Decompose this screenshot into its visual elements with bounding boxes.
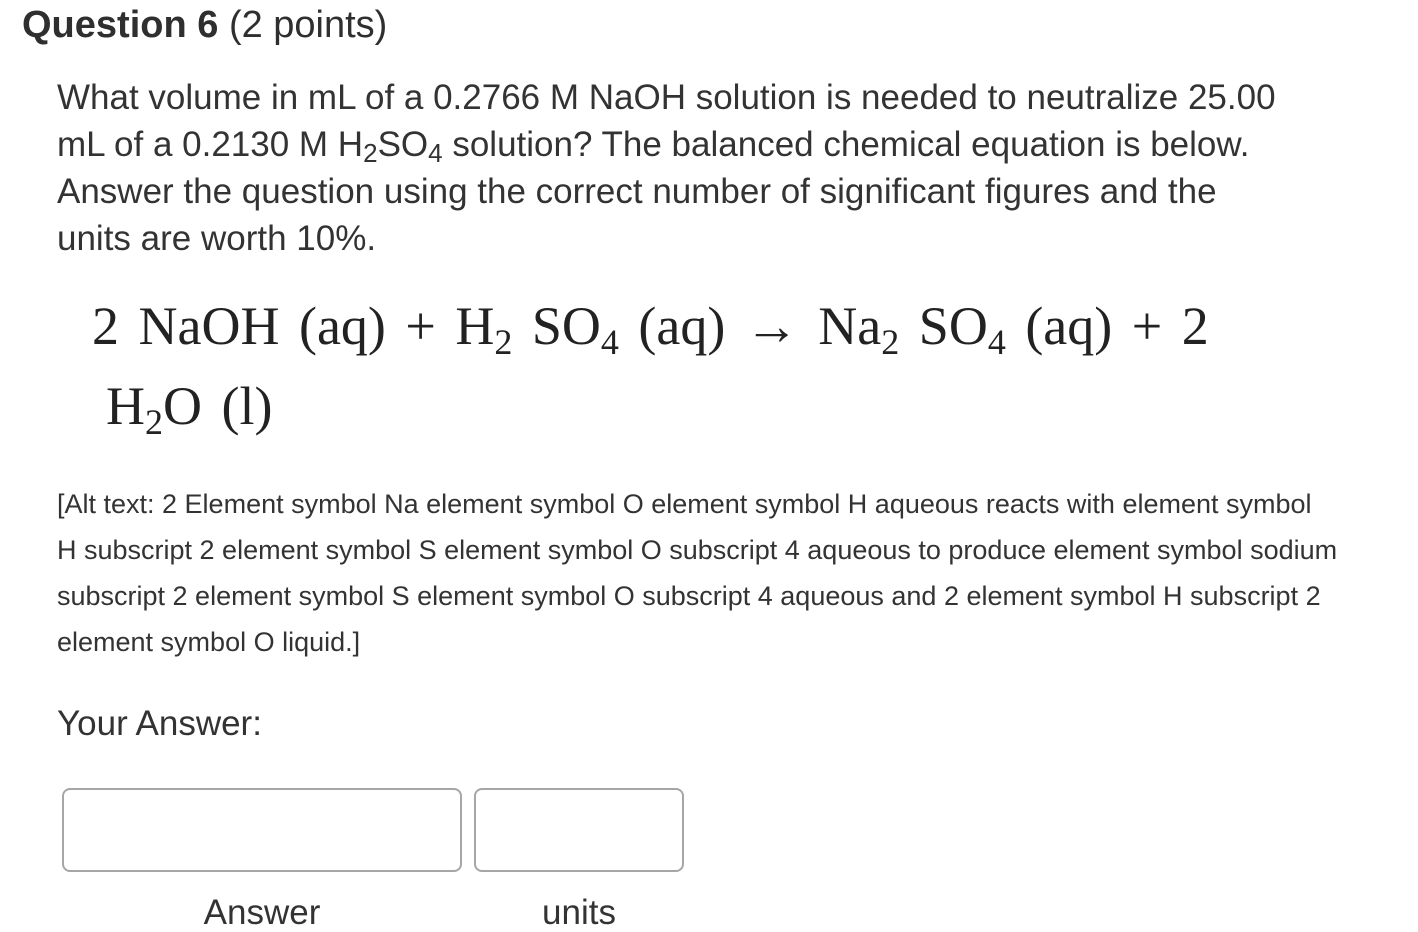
- question-text-line: units are worth 10%.: [57, 219, 377, 258]
- alt-text-line: H subscript 2 element symbol S element symbol O subscript 4 aqueous to produce element symbol sodium: [57, 535, 1338, 565]
- chemical-equation: 2 NaOH $(aq) + H_2$ $SO_4$ $(aq) \to Na_2$ $SO_4$ (aq) + 2: [92, 296, 1209, 362]
- answer-label: Answer: [203, 893, 321, 932]
- alt-text-line: [Alt text: 2 Element symbol Na element symbol O element symbol H aqueous reacts with element symbol: [57, 489, 1312, 519]
- question-text-line: Answer the question using the correct number of significant figures and the: [57, 172, 1217, 211]
- your-answer-heading: Your Answer:: [57, 704, 262, 743]
- chemical-equation-continued: $H_2O$ (l): [106, 376, 273, 442]
- question-text-line: mL of a 0.2130 M $H_2SO_4$ solution? The balanced chemical equation is below.: [57, 125, 1250, 168]
- question-number: Question 6: [22, 4, 219, 46]
- question-text: [57, 74, 1417, 262]
- alt-text-line: element symbol O liquid.]: [57, 627, 361, 657]
- question-title: [22, 2, 387, 48]
- question-points: (2 points): [228, 4, 388, 46]
- units-input[interactable]: [474, 788, 684, 872]
- answer-input[interactable]: [62, 788, 462, 872]
- question-text-line: What volume in mL of a 0.2766 M NaOH solution is needed to neutralize 25.00: [57, 78, 1276, 117]
- alt-text: [57, 481, 1417, 665]
- alt-text-line: subscript 2 element symbol S element symbol O subscript 4 aqueous and 2 element symbol H subscript 2: [57, 581, 1321, 611]
- units-label: units: [542, 893, 616, 932]
